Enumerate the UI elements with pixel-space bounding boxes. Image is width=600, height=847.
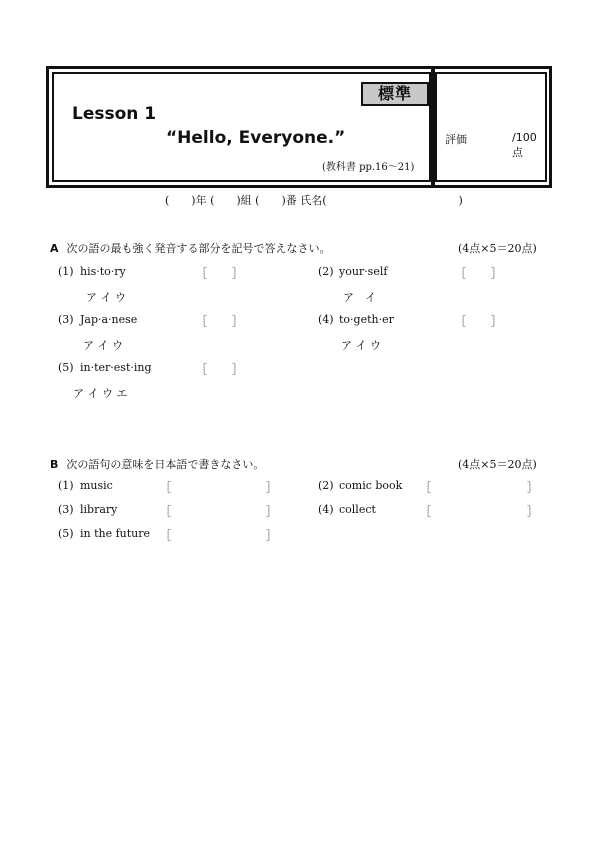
a5-word: in·ter·est·ing: [80, 361, 152, 374]
a3-number: (3): [58, 313, 74, 326]
b2-number: (2): [318, 479, 334, 492]
section-a-title: [50, 240, 331, 256]
b3-number: (3): [58, 503, 74, 516]
a5-bracket-close: ］: [232, 363, 243, 376]
a5-choices: ア イ ウ エ: [73, 387, 128, 400]
title-panel: [52, 72, 431, 182]
b5-word: in the future: [80, 527, 151, 540]
a2-choices: ア イ: [343, 291, 376, 304]
b2-word: comic book: [339, 479, 403, 492]
a4-number: (4): [318, 313, 334, 326]
section-a-letter: A: [50, 242, 59, 255]
a1-number: (1): [58, 265, 74, 278]
b5-number: (5): [58, 527, 74, 540]
b4-bracket-open: ［: [420, 505, 431, 518]
b1-number: (1): [58, 479, 74, 492]
b3-bracket-open: ［: [160, 505, 171, 518]
b1-word: music: [80, 479, 113, 492]
a2-bracket-close: ］: [491, 267, 502, 280]
evaluation-panel: [435, 72, 547, 182]
b5-bracket-close: ］: [266, 529, 277, 542]
a3-bracket-close: ］: [232, 315, 243, 328]
b4-word: collect: [339, 503, 376, 516]
a5-number: (5): [58, 361, 74, 374]
section-b-instruction: 次の語句の意味を日本語で書きなさい。: [66, 458, 265, 471]
section-a-instruction: 次の語の最も強く発音する部分を記号で答えなさい。: [66, 242, 331, 255]
a2-word: your·self: [339, 265, 388, 278]
b5-bracket-open: ［: [160, 529, 171, 542]
a4-bracket-open: ［: [455, 315, 466, 328]
lesson-label: Lesson 1: [72, 104, 157, 124]
b3-word: library: [80, 503, 118, 516]
evaluation-label: 評価: [445, 133, 467, 146]
textbook-pages: (教科書 pp.16～21): [322, 162, 415, 173]
b1-bracket-open: ［: [160, 481, 171, 494]
b4-number: (4): [318, 503, 334, 516]
section-b-letter: B: [50, 458, 59, 471]
section-b-title: [50, 456, 264, 472]
a1-bracket-close: ］: [232, 267, 243, 280]
a3-bracket-open: ［: [196, 315, 207, 328]
b4-bracket-close: ］: [527, 505, 538, 518]
header-box: [46, 66, 552, 188]
a4-word: to·geth·er: [339, 313, 394, 326]
b2-bracket-open: ［: [420, 481, 431, 494]
a2-bracket-open: ［: [455, 267, 466, 280]
a4-choices: ア イ ウ: [341, 339, 381, 352]
b1-bracket-close: ］: [266, 481, 277, 494]
a4-bracket-close: ］: [491, 315, 502, 328]
b3-bracket-close: ］: [266, 505, 277, 518]
lesson-title: “Hello, Everyone.”: [166, 128, 346, 148]
student-info-line: ( )年 ( )組 ( )番 氏名( ): [165, 194, 463, 207]
level-badge: 標準: [361, 82, 429, 106]
section-b-points: (4点×5＝20点): [458, 458, 537, 471]
a3-word: Jap·a·nese: [80, 313, 138, 326]
b2-bracket-close: ］: [527, 481, 538, 494]
a5-bracket-open: ［: [196, 363, 207, 376]
a1-word: his·to·ry: [80, 265, 126, 278]
a1-bracket-open: ［: [196, 267, 207, 280]
evaluation-max: /100点: [512, 131, 537, 159]
a2-number: (2): [318, 265, 334, 278]
a3-choices: ア イ ウ: [83, 339, 123, 352]
a1-choices: ア イ ウ: [86, 291, 126, 304]
section-a-points: (4点×5＝20点): [458, 242, 537, 255]
